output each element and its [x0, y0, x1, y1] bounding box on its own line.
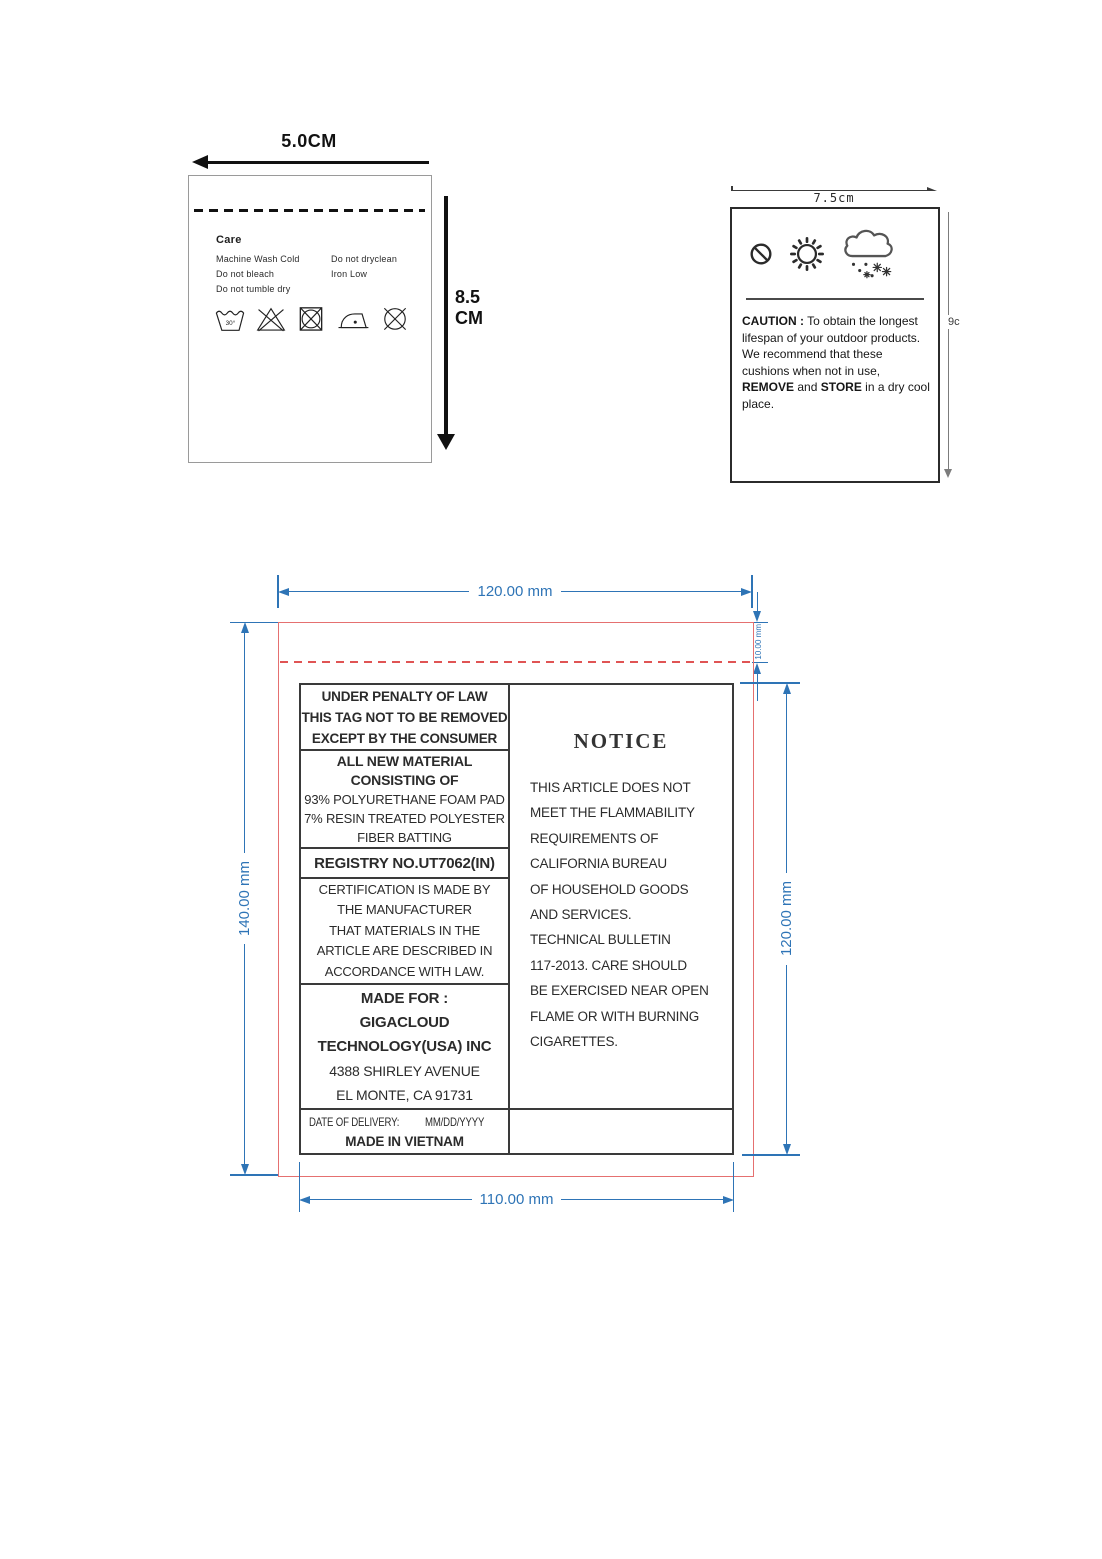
snow-cloud-icon [838, 227, 900, 281]
delivery-value: MM/DD/YYYY [425, 1114, 485, 1129]
made-for-block: MADE FOR : GIGACLOUD TECHNOLOGY(USA) INC 4388 SHIRLEY AVENUE EL MONTE, CA 91731 [301, 985, 508, 1110]
arrow-right-icon [741, 588, 752, 596]
dim-right-120mm: 120.00 mm [778, 683, 795, 1155]
law-tag-right-column [510, 685, 732, 1153]
caution-text: CAUTION : To obtain the longest lifespan of your outdoor products. We recommend that these cushions when not in use, REMOVE and STORE in a dry cool place. [742, 314, 930, 411]
arrow-up-icon [241, 622, 249, 633]
material-contents: ALL NEW MATERIAL CONSISTING OF 93% POLYURETHANE FOAM PAD 7% RESIN TREATED POLYESTER FIBER BATTING [301, 751, 508, 849]
care-width-arrow [192, 155, 429, 169]
dim-left-140mm: 140.00 mm [236, 622, 253, 1175]
dim-bottom-110mm: 110.00 mm [299, 1191, 734, 1208]
svg-text:30°: 30° [225, 319, 236, 327]
law-tag-left-column [301, 685, 510, 1153]
arrow-left-icon [278, 588, 289, 596]
arrow-up-icon [783, 683, 791, 694]
arrow-left-icon [299, 1196, 310, 1204]
dim-fold-upper-arrow [752, 592, 762, 622]
caution-divider [746, 298, 924, 300]
do-not-tumble-dry-icon [295, 304, 327, 333]
penalty-statement: UNDER PENALTY OF LAW THIS TAG NOT TO BE REMOVED EXCEPT BY THE CONSUMER [301, 685, 508, 751]
arrow-up-icon [753, 663, 761, 674]
caution-label [730, 207, 940, 483]
caution-height-arrow [943, 212, 953, 478]
arrow-down-icon [944, 469, 952, 478]
notice-title: NOTICE [573, 729, 669, 753]
care-instruction: Do not dryclean [331, 254, 398, 264]
care-instruction: Machine Wash Cold [216, 254, 300, 264]
care-instruction: Iron Low [331, 269, 368, 279]
caution-height-dimension: 9c [948, 316, 960, 328]
caution-width-dimension: 7.5cm [731, 191, 937, 205]
arrow-down-icon [241, 1164, 249, 1175]
care-title: Care [216, 234, 242, 246]
dim-top-120mm: 120.00 mm [278, 583, 752, 600]
arrow-down-icon [437, 434, 455, 450]
fold-dashed-line [194, 209, 425, 212]
law-tag [299, 683, 734, 1155]
law-label-fold-line [280, 661, 751, 663]
care-label [188, 175, 432, 463]
care-height-arrow [437, 196, 455, 450]
arrow-right-icon [723, 1196, 734, 1204]
iron-low-icon [335, 304, 371, 333]
do-not-bleach-icon [255, 304, 287, 333]
no-sign-icon [748, 241, 774, 267]
notice-body: THIS ARTICLE DOES NOT MEET THE FLAMMABILITY REQUIREMENTS OF CALIFORNIA BUREAU OF HOUSEHOLD GOODS AND SERVICES. TECHNICAL BULLETIN 117-2013. CARE SHOULD BE EXERCISED NEAR OPEN FLAME OR WITH BURNING CIGARETTES. [530, 780, 709, 1050]
do-not-dryclean-icon [379, 304, 411, 333]
sun-icon [788, 235, 826, 273]
delivery-label: DATE OF DELIVERY: [309, 1114, 400, 1129]
care-instruction: Do not bleach [216, 269, 275, 279]
registry-number: REGISTRY NO.UT7062(IN) [301, 849, 508, 879]
delivery-origin-block [301, 1110, 508, 1153]
arrow-down-icon [783, 1144, 791, 1155]
care-instruction: Do not tumble dry [216, 284, 291, 294]
right-column-divider [510, 1108, 732, 1110]
arrow-down-icon [753, 611, 761, 622]
made-in: MADE IN VIETNAM [345, 1133, 464, 1149]
dim-fold-10mm: 10.00 mm [754, 624, 763, 660]
care-symbols-row [213, 304, 411, 333]
care-width-dimension: 5.0CM [281, 131, 337, 151]
arrow-left-icon [192, 155, 208, 169]
machine-wash-30-icon [213, 304, 247, 333]
certification-statement: CERTIFICATION IS MADE BY THE MANUFACTURER THAT MATERIALS IN THE ARTICLE ARE DESCRIBED IN ACCORDANCE WITH LAW. [301, 879, 508, 985]
care-height-dimension: 8.5 CM [455, 287, 483, 328]
